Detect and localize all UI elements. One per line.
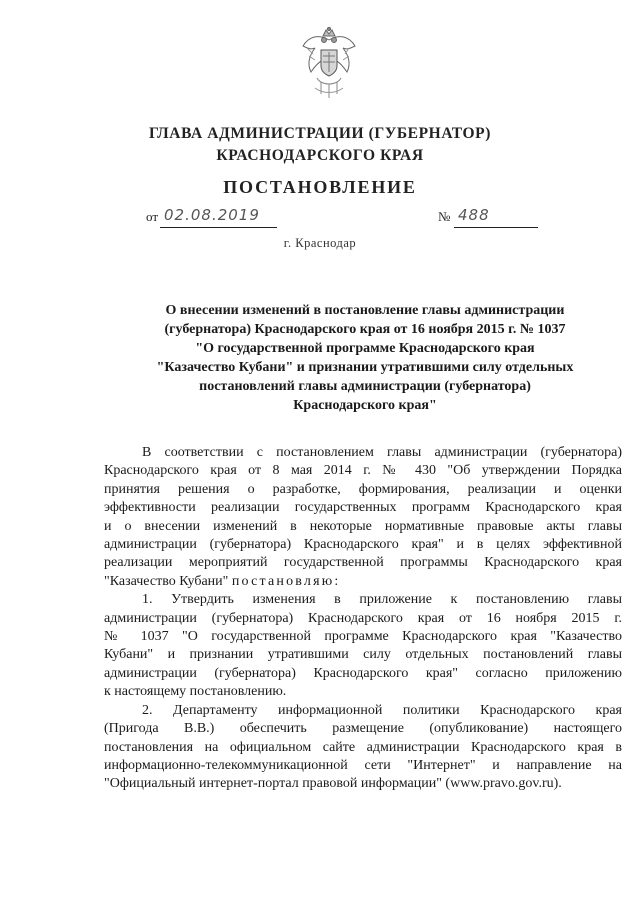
- body-line: администрации (губернатора) Краснодарского края" согласно приложению: [104, 665, 622, 681]
- body-line: к настоящему постановлению.: [104, 684, 287, 700]
- body-line: 2. Департаменту информационной политики Краснодарского края: [142, 702, 622, 718]
- body-line: [104, 573, 622, 591]
- body-line: В соответствии с постановлением главы администрации (губернатора): [142, 445, 622, 460]
- title-line: постановлений главы администрации (губернатора): [199, 379, 531, 394]
- body-line: администрации (губернатора) Краснодарского края от 16 ноября 2015 г.: [104, 610, 622, 626]
- document-title: [130, 301, 600, 415]
- body-line: (Пригода В.В.) обеспечить размещение (опубликование) настоящего: [104, 721, 622, 737]
- title-line: "О государственной программе Краснодарского края: [195, 341, 535, 356]
- date-underline: [160, 227, 277, 228]
- title-line: О внесении изменений в постановление главы администрации: [165, 303, 565, 318]
- date-label: от: [146, 209, 159, 224]
- body-line: администрации (губернатора) Краснодарского края" и в целях эффективной: [104, 537, 622, 553]
- city-label: г. Краснодар: [283, 236, 357, 250]
- document-body: [104, 444, 622, 794]
- body-line: постановления на официальном сайте администрации Краснодарского края в: [104, 739, 622, 755]
- body-line: Кубани" и признании утратившими силу отдельных постановлений главы: [104, 647, 622, 663]
- title-line: Краснодарского края": [293, 398, 437, 413]
- number-label: №: [438, 209, 451, 224]
- body-line: "Официальный интернет-портал правовой информации" (www.pravo.gov.ru).: [104, 776, 562, 792]
- item-2-paragraph: [104, 702, 622, 794]
- body-line: эффективности реализации государственных программ Краснодарского края: [104, 500, 622, 516]
- body-line: реализации мероприятий государственной программы Краснодарского края: [104, 555, 622, 571]
- item-1-paragraph: [104, 591, 622, 701]
- authority-line-1: ГЛАВА АДМИНИСТРАЦИИ (ГУБЕРНАТОР): [149, 125, 491, 142]
- body-line: информационно-телекоммуникационной сети "Интернет" и направление на: [104, 757, 622, 773]
- date-value: 02.08.2019: [164, 206, 260, 224]
- body-line: принятия решения о разработке, формирования, реализации и оценки: [104, 481, 622, 497]
- coat-of-arms-icon: [299, 26, 359, 100]
- body-line: и о внесении изменений в некоторые нормативные правовые акты главы: [104, 518, 622, 534]
- body-line: 1. Утвердить изменения в приложение к постановлению главы: [142, 592, 622, 608]
- decree-word: постановляю:: [231, 573, 341, 589]
- authority-line-2: КРАСНОДАРСКОГО КРАЯ: [216, 147, 424, 164]
- preamble-last-text: "Казачество Кубани": [104, 573, 229, 589]
- number-value: 488: [458, 206, 490, 224]
- body-line: Краснодарского края от 8 мая 2014 г. № 430 "Об утверждении Порядка: [104, 463, 622, 479]
- title-line: "Казачество Кубани" и признании утратившими силу отдельных: [156, 360, 574, 375]
- date-number-row: [0, 207, 640, 231]
- title-line: (губернатора) Краснодарского края от 16 ноября 2015 г. № 1037: [164, 322, 566, 337]
- preamble-paragraph: [104, 444, 622, 591]
- body-line: № 1037 "О государственной программе Краснодарского края "Казачество: [104, 629, 622, 645]
- document-type-heading: ПОСТАНОВЛЕНИЕ: [223, 177, 417, 197]
- number-underline: [454, 227, 538, 228]
